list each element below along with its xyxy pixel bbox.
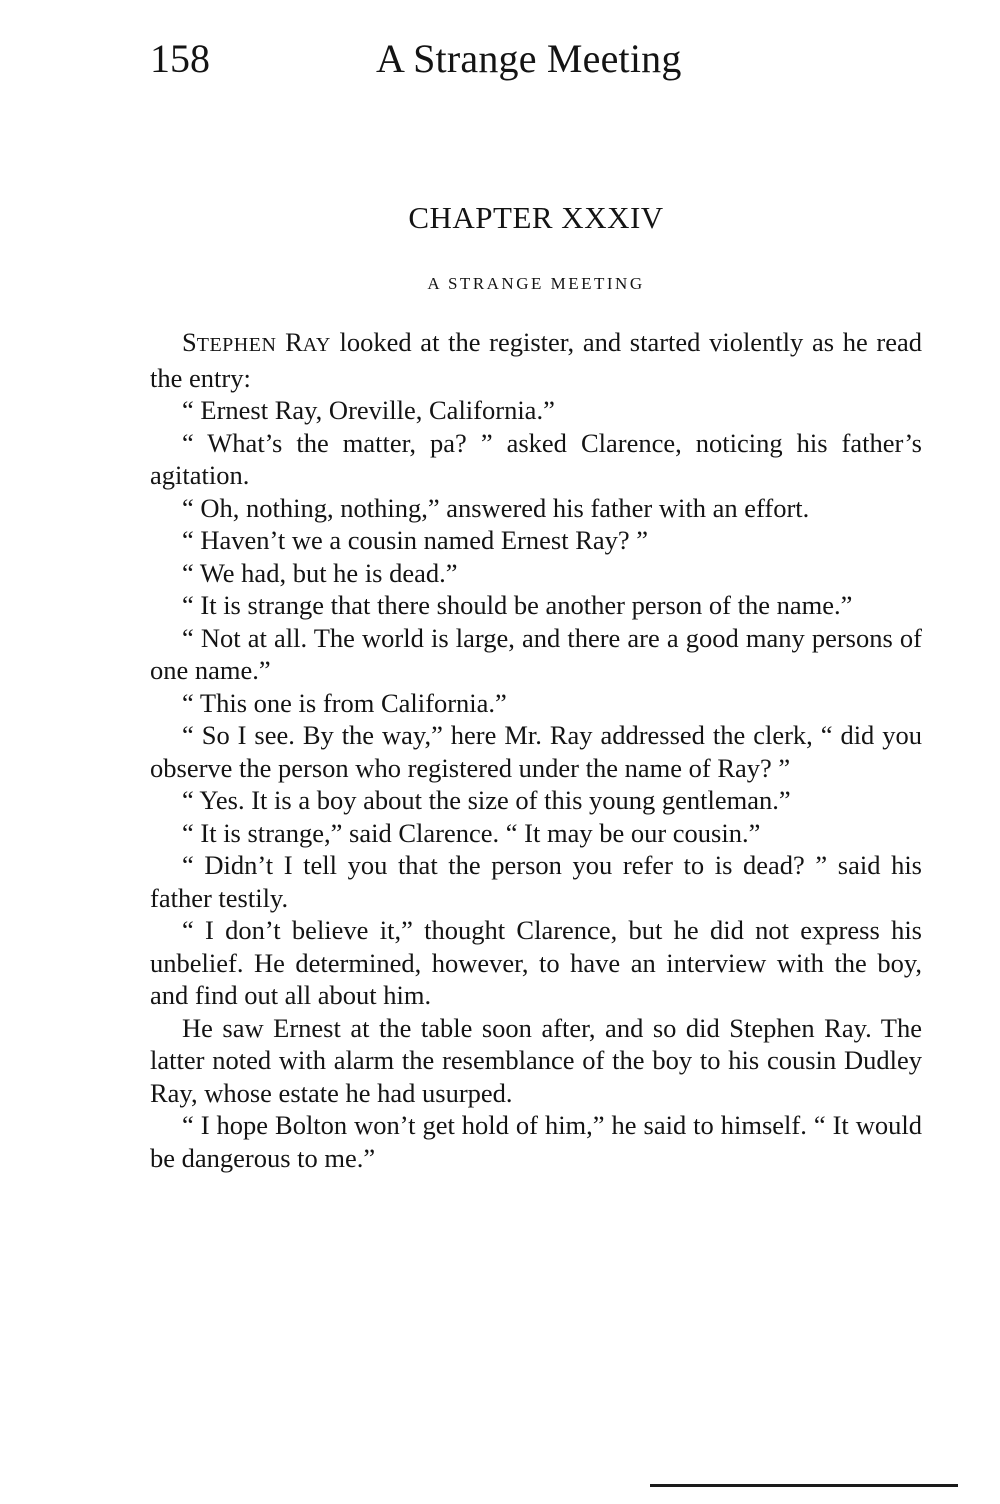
paragraph: “ Ernest Ray, Oreville, California.”	[182, 395, 555, 425]
paragraph	[150, 326, 922, 394]
paragraph: “ Haven’t we a cousin named Ernest Ray? ”	[182, 525, 649, 555]
paragraph: “ What’s the matter, pa? ” asked Clarence, noticing his father’s agitation.	[150, 427, 922, 490]
paragraph: “ I don’t believe it,” thought Clarence, but he did not express his unbelief. He determined, however, to have an interview with the boy, and find out all about him.	[150, 915, 922, 1010]
small-caps-name: AY	[302, 334, 331, 356]
paragraph: “ So I see. By the way,” here Mr. Ray addressed the clerk, “ did you observe the person who registered under the name of Ray? ”	[150, 720, 922, 783]
paragraph-text: looked at the register, and started violently as he read the entry:	[150, 327, 922, 393]
paragraph: He saw Ernest at the table soon after, and so did Stephen Ray. The latter noted with alarm the resemblance of the boy to his cousin Dudley Ray, whose estate he had usurped.	[150, 1012, 922, 1108]
page-header	[0, 34, 1000, 84]
small-caps-initial: R	[276, 327, 303, 357]
paragraph: “ It is strange that there should be another person of the name.”	[182, 590, 853, 620]
paragraph: “ This one is from California.”	[182, 687, 507, 718]
footer-rule	[650, 1484, 958, 1487]
paragraph: “ Oh, nothing, nothing,” answered his father with an effort.	[182, 492, 810, 523]
paragraph: “ Not at all. The world is large, and there are a good many persons of one name.”	[150, 622, 922, 685]
paragraph: “ Didn’t I tell you that the person you refer to is dead? ” said his father testily.	[150, 850, 922, 913]
paragraph: “ We had, but he is dead.”	[182, 557, 458, 588]
page-number: 158	[150, 36, 210, 81]
paragraph: “ It is strange,” said Clarence. “ It may be our cousin.”	[182, 817, 761, 848]
body-text	[150, 326, 922, 1174]
chapter-subtitle: A STRANGE MEETING	[427, 274, 645, 293]
running-title: A Strange Meeting	[376, 36, 682, 81]
paragraph: “ Yes. It is a boy about the size of this young gentleman.”	[182, 785, 791, 815]
chapter-title: CHAPTER XXXIV	[408, 200, 664, 235]
paragraph: “ I hope Bolton won’t get hold of him,” he said to himself. “ It would be dangerous to me.”	[150, 1110, 922, 1173]
small-caps-initial: S	[182, 327, 197, 357]
small-caps-name: TEPHEN	[196, 334, 277, 356]
